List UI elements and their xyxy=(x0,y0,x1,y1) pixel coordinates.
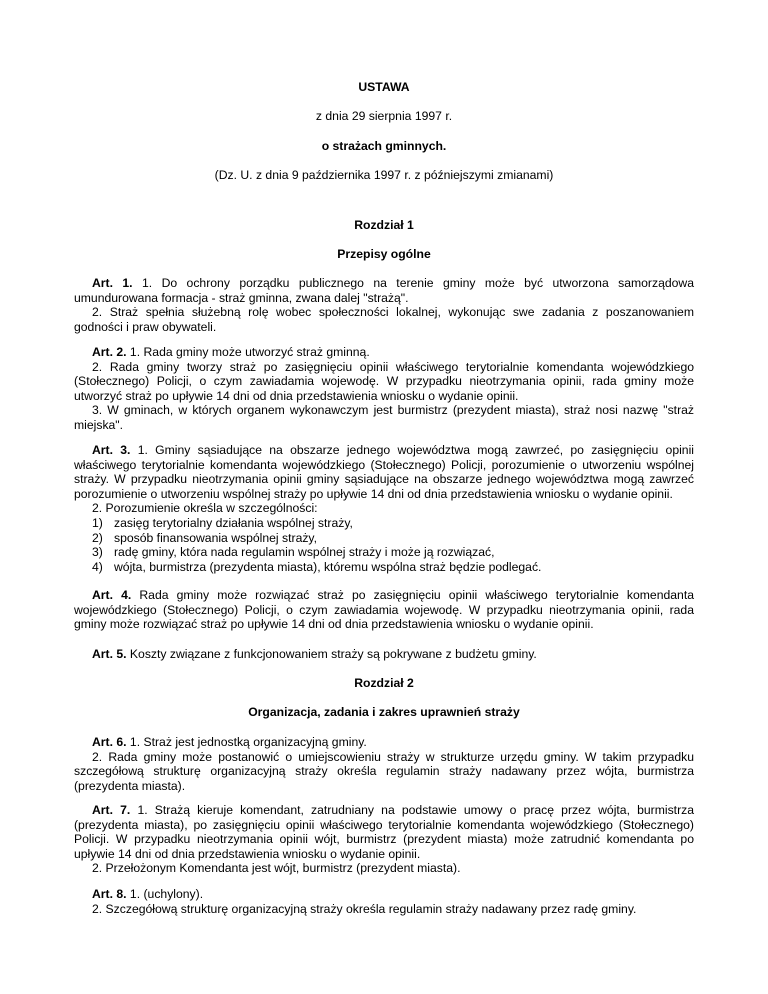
article-6-para-2: 2. Rada gminy może postanowić o umiejscowieniu straży w strukturze urzędu gminy. W takim przypadku szczegółową strukturę organizacyjną straży określa regulamin straży nadawany przez wójta, burmistrza (prezydenta miasta). xyxy=(74,749,694,793)
article-7-para-2: 2. Przełożonym Komendanta jest wójt, burmistrz (prezydent miasta). xyxy=(92,861,461,876)
chapter-1-heading: Rozdział 1 xyxy=(354,218,414,232)
article-2-para-1: 1. Rada gminy może utworzyć straż gminną. xyxy=(126,345,370,359)
chapter-2-heading: Rozdział 2 xyxy=(354,676,414,690)
article-6-label: Art. 6. xyxy=(92,735,127,749)
article-1-label: Art. 1. xyxy=(92,276,133,290)
article-7-label: Art. 7. xyxy=(92,803,131,817)
article-3 xyxy=(74,443,694,574)
act-title: USTAWA xyxy=(358,80,410,94)
list-item: 2) sposób finansowania wspólnej straży, xyxy=(92,530,318,545)
article-3-label: Art. 3. xyxy=(92,443,131,457)
article-6 xyxy=(74,735,694,793)
article-7-para-1: 1. Strażą kieruje komendant, zatrudniany na podstawie umowy o pracę przez wójta, burmistrza (prezydenta miasta), po zasięgnięciu opinii właściwego terytorialnie komendanta wojewódzkiego (Stołecznego) Policji. W przypadku nieotrzymania opinii wójt, burmistrz (prezydent miasta) może zatrudnić komendanta po upływie 14 dni od dnia przedstawienia wniosku o wydanie opinii. xyxy=(74,803,694,861)
article-6-para-1: 1. Straż jest jednostką organizacyjną gminy. xyxy=(126,735,367,749)
list-item: 3) radę gminy, która nada regulamin wspólnej straży i może ją rozwiązać, xyxy=(92,545,495,560)
article-8-para-1: 1. (uchylony). xyxy=(126,887,204,901)
article-2-label: Art. 2. xyxy=(92,345,127,359)
article-2-para-2: 2. Rada gminy tworzy straż po zasięgnięciu opinii właściwego terytorialnie komendanta wojewódzkiego (Stołecznego) Policji, o czym zawiadamia wojewodę. W przypadku nieotrzymania opinii, rada gminy może utworzyć straż po upływie 14 dni od dnia przedstawienia wniosku o wydanie opinii. xyxy=(74,359,694,403)
article-2 xyxy=(74,345,694,433)
chapter-2-title: Organizacja, zadania i zakres uprawnień straży xyxy=(248,705,520,719)
article-5-para-1: Koszty związane z funkcjonowaniem straży są pokrywane z budżetu gminy. xyxy=(126,647,537,661)
article-8-label: Art. 8. xyxy=(92,887,127,901)
article-2-para-3: 3. W gminach, w których organem wykonawczym jest burmistrz (prezydent miasta), straż nosi nazwę "straż miejska". xyxy=(74,403,694,432)
list-item: 4) wójta, burmistrza (prezydenta miasta), któremu wspólna straż będzie podlegać. xyxy=(92,559,542,574)
article-4-para-1: Rada gminy może rozwiązać straż po zasięgnięciu opinii właściwego terytorialnie komendanta wojewódzkiego (Stołecznego) Policji, o czym zawiadamia wojewodę. W przypadku nieotrzymania opinii, rada gminy może rozwiązać straż po upływie 14 dni od dnia przedstawienia wniosku o wydanie opinii. xyxy=(74,588,694,632)
article-1-para-1: 1. Do ochrony porządku publicznego na terenie gminy może być utworzona samorządowa umundurowana formacja - straż gminna, zwana dalej "strażą". xyxy=(74,276,694,305)
article-3-para-2: 2. Porozumienie określa w szczególności: xyxy=(92,501,318,516)
article-5 xyxy=(74,647,694,662)
article-3-para-1: 1. Gminy sąsiadujące na obszarze jednego województwa mogą zawrzeć, po zasięgnięciu opinii właściwego terytorialnie komendanta wojewódzkiego (Stołecznego) Policji, porozumienie o utworzeniu wspólnej straży. W przypadku nieotrzymania opinii gminy sąsiadujące na obszarze jednego województwa mogą zawrzeć porozumienie o utworzeniu wspólnej straży po upływie 14 dni od dnia przedstawienia wniosku o wydanie opinii. xyxy=(74,443,694,501)
article-4 xyxy=(74,588,694,632)
article-1 xyxy=(74,276,694,334)
article-1-para-2: 2. Straż spełnia służebną rolę wobec społeczności lokalnej, wykonując swe zadania z poszanowaniem godności i praw obywateli. xyxy=(74,305,694,334)
chapter-1-title: Przepisy ogólne xyxy=(337,247,431,261)
act-date: z dnia 29 sierpnia 1997 r. xyxy=(315,109,453,123)
article-8-para-2: 2. Szczegółową strukturę organizacyjną straży określa regulamin straży nadawany przez radę gminy. xyxy=(92,901,637,916)
act-source: (Dz. U. z dnia 9 października 1997 r. z późniejszymi zmianami) xyxy=(214,168,554,182)
article-7 xyxy=(74,803,694,876)
act-subject: o strażach gminnych. xyxy=(321,139,447,153)
article-8 xyxy=(74,887,694,916)
list-item: 1) zasięg terytorialny działania wspólnej straży, xyxy=(92,515,353,530)
article-5-label: Art. 5. xyxy=(92,647,127,661)
article-4-label: Art. 4. xyxy=(92,588,132,602)
